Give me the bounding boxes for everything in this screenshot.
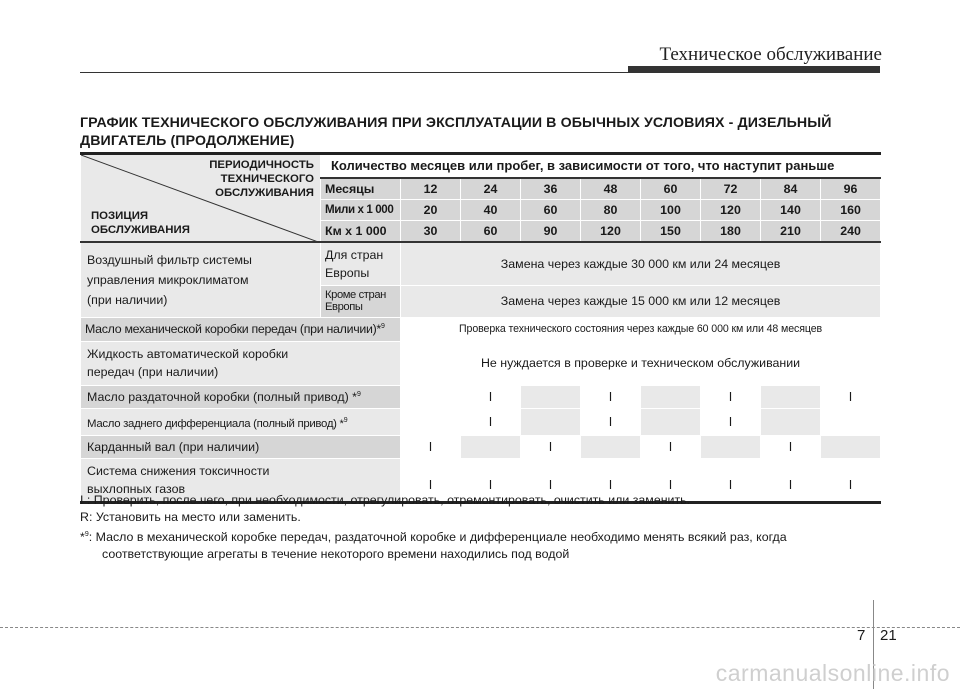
item-line: выхлопных газов — [87, 482, 186, 497]
note-ref: 9 — [380, 322, 385, 330]
schedule-cell: I — [761, 436, 821, 459]
months-value: 24 — [461, 178, 521, 199]
legend-notes — [80, 492, 890, 563]
schedule-cell — [521, 408, 581, 436]
schedule-cell — [761, 385, 821, 408]
schedule-cell: I — [461, 408, 521, 436]
chapter-number: 7 — [857, 627, 866, 644]
schedule-cell — [401, 385, 461, 408]
item-transfer-case-oil — [81, 385, 401, 408]
km-value: 60 — [461, 220, 521, 241]
note-text: : Масло в механической коробке передач, раздаточной коробке и дифференциале необходимо менять всякий раз, когда — [88, 530, 787, 545]
note-water-immersion-cont: соответствующие агрегаты в течение некоторого времени находились под водой — [102, 547, 570, 562]
note-ref: 9 — [84, 531, 89, 538]
corner-top-line: ПЕРИОДИЧНОСТЬ — [209, 159, 314, 171]
km-value: 30 — [401, 220, 461, 241]
km-value: 210 — [761, 220, 821, 241]
schedule-cell: I — [401, 459, 461, 503]
months-value: 60 — [641, 178, 701, 199]
schedule-cell: I — [641, 459, 701, 503]
note-inspect: I : Проверить, после чего, при необходимости, отрегулировать, отремонтировать, очистить или заменить. — [80, 493, 691, 507]
corner-top-line: ОБСЛУЖИВАНИЯ — [215, 187, 314, 199]
chapter-title: Техническое обслуживание — [659, 44, 882, 65]
item-line: Воздушный фильтр системы — [87, 252, 252, 267]
note-asterisk: * — [80, 530, 85, 545]
item-line: (при наличии) — [87, 292, 168, 307]
km-value: 240 — [821, 220, 881, 241]
corner-period-label — [209, 158, 314, 200]
note-ref: 9 — [343, 416, 348, 424]
months-value: 84 — [761, 178, 821, 199]
miles-value: 40 — [461, 199, 521, 220]
km-value: 180 — [701, 220, 761, 241]
miles-value: 120 — [701, 199, 761, 220]
schedule-cell — [521, 385, 581, 408]
item-rear-differential-oil — [81, 408, 401, 436]
miles-value: 20 — [401, 199, 461, 220]
schedule-cell: I — [761, 459, 821, 503]
item-line: передач (при наличии) — [87, 365, 219, 379]
maintenance-schedule-grid — [80, 152, 881, 504]
km-label: Км x 1 000 — [321, 220, 401, 241]
schedule-cell: I — [521, 459, 581, 503]
note-replace: R: Установить на место или заменить. — [80, 510, 301, 524]
schedule-cell: I — [581, 385, 641, 408]
sub-europe: Для стран Европы — [321, 242, 401, 286]
interval-text-automatic-fluid: Не нуждается в проверке и техническом обслуживании — [401, 341, 881, 385]
item-text: Масло заднего дифференциала (полный привод) * — [87, 417, 344, 430]
table-corner-header — [81, 154, 321, 242]
schedule-cell — [761, 408, 821, 436]
watermark: carmanualsonline.info — [715, 660, 950, 686]
header-rule — [80, 72, 880, 73]
interval-header: Количество месяцев или пробег, в зависимости от того, что наступит раньше — [321, 154, 881, 178]
km-value: 90 — [521, 220, 581, 241]
schedule-cell — [581, 436, 641, 459]
corner-bottom-line: ПОЗИЦИЯ — [91, 209, 149, 222]
item-automatic-transmission-fluid — [81, 341, 401, 385]
miles-value: 100 — [641, 199, 701, 220]
km-value: 150 — [641, 220, 701, 241]
interval-text-non-europe: Замена через каждые 15 000 км или 12 месяцев — [401, 285, 881, 317]
miles-value: 60 — [521, 199, 581, 220]
schedule-cell: I — [521, 436, 581, 459]
item-text: Масло раздаточной коробки (полный привод) * — [87, 389, 357, 404]
corner-item-label — [91, 209, 190, 237]
item-manual-transmission-oil — [81, 317, 401, 341]
months-value: 96 — [821, 178, 881, 199]
schedule-cell — [401, 408, 461, 436]
schedule-cell: I — [581, 459, 641, 503]
miles-label: Мили x 1 000 — [321, 199, 401, 220]
interval-text-europe: Замена через каждые 30 000 км или 24 месяцев — [401, 242, 881, 286]
corner-bottom-line: ОБСЛУЖИВАНИЯ — [91, 223, 190, 236]
schedule-cell — [641, 408, 701, 436]
schedule-cell: I — [401, 436, 461, 459]
months-label: Месяцы — [321, 178, 401, 199]
item-line: Система снижения токсичности — [87, 464, 270, 479]
item-line: управления микроклиматом — [87, 272, 249, 287]
schedule-cell — [821, 436, 881, 459]
section-title: ГРАФИК ТЕХНИЧЕСКОГО ОБСЛУЖИВАНИЯ ПРИ ЭКСПЛУАТАЦИИ В ОБЫЧНЫХ УСЛОВИЯХ - ДИЗЕЛЬНЫЙ ДВИГАТЕЛЬ (ПРОДОЛЖЕНИЕ) — [80, 115, 832, 149]
months-value: 72 — [701, 178, 761, 199]
months-value: 12 — [401, 178, 461, 199]
schedule-cell: I — [701, 459, 761, 503]
note-ref: 9 — [356, 390, 361, 398]
corner-top-line: ТЕХНИЧЕСКОГО — [220, 173, 314, 185]
schedule-cell: I — [461, 459, 521, 503]
footer-dashed-line — [0, 627, 960, 628]
schedule-cell — [821, 408, 881, 436]
item-text: Масло механической коробки передач (при наличии)* — [85, 322, 381, 336]
page-number: 21 — [880, 627, 897, 644]
note-water-immersion — [80, 526, 890, 546]
schedule-cell: I — [701, 408, 761, 436]
months-value: 48 — [581, 178, 641, 199]
item-line: Жидкость автоматической коробки — [87, 347, 289, 361]
schedule-cell — [461, 436, 521, 459]
km-value: 120 — [581, 220, 641, 241]
months-value: 36 — [521, 178, 581, 199]
schedule-cell: I — [461, 385, 521, 408]
schedule-cell — [701, 436, 761, 459]
item-driveshaft: Карданный вал (при наличии) — [81, 436, 401, 459]
schedule-cell: I — [641, 436, 701, 459]
schedule-cell: I — [821, 459, 881, 503]
schedule-cell: I — [701, 385, 761, 408]
miles-value: 80 — [581, 199, 641, 220]
sub-non-europe: Кроме стран Европы — [321, 285, 401, 317]
miles-value: 160 — [821, 199, 881, 220]
schedule-cell: I — [821, 385, 881, 408]
interval-text-manual-oil: Проверка технического состояния через каждые 60 000 км или 48 месяцев — [401, 317, 881, 341]
schedule-cell: I — [581, 408, 641, 436]
schedule-cell — [641, 385, 701, 408]
item-cabin-air-filter — [81, 242, 321, 318]
miles-value: 140 — [761, 199, 821, 220]
